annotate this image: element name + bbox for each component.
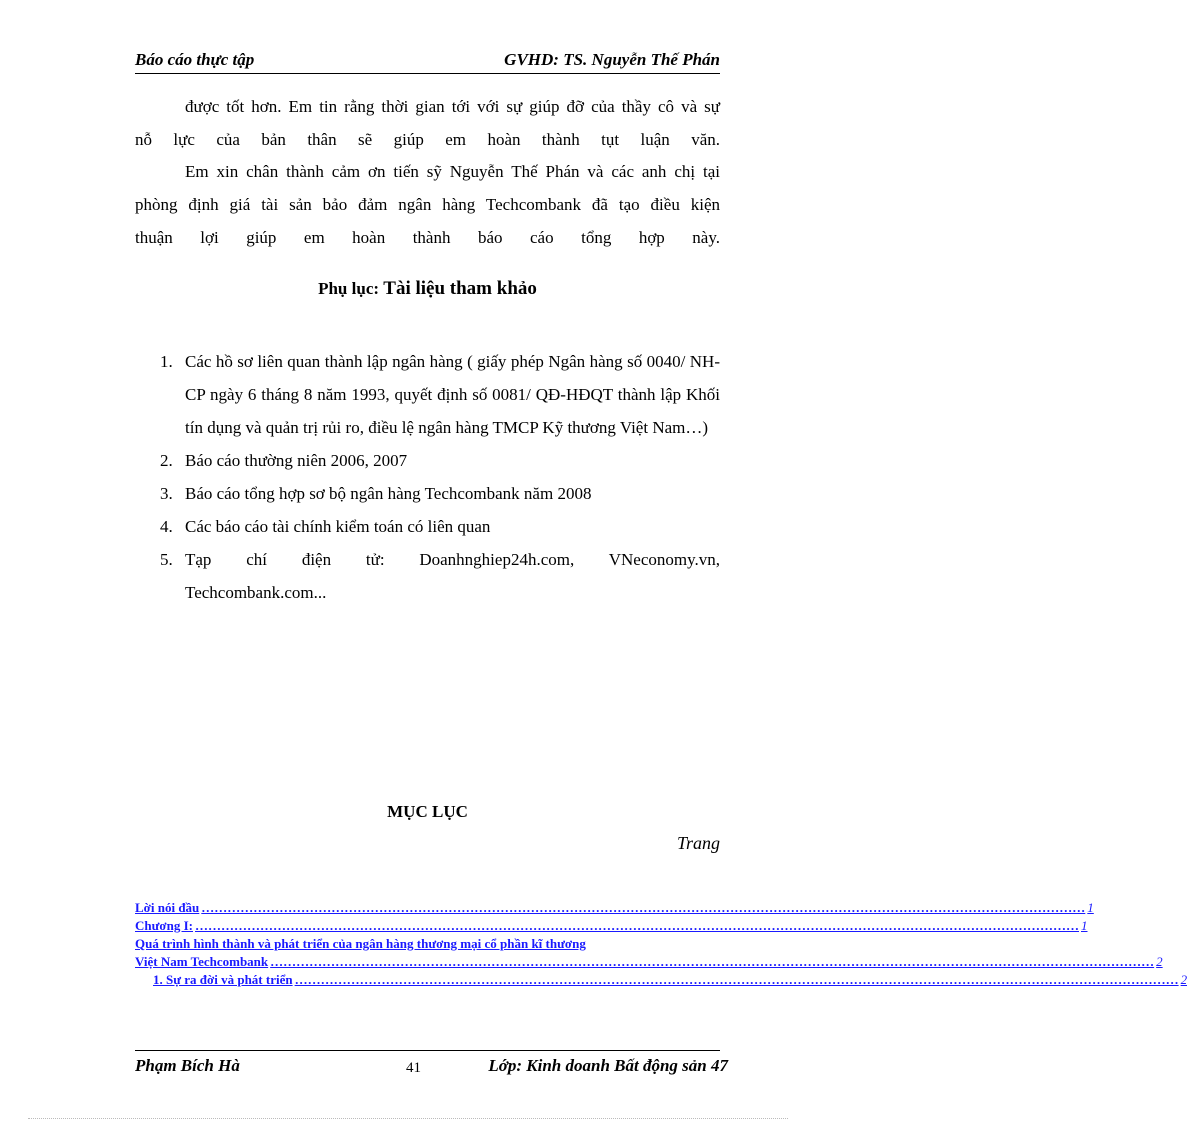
page-bottom-border xyxy=(28,1118,788,1119)
toc-page-label: Trang xyxy=(676,833,720,853)
toc-entry-label[interactable]: Quá trình hình thành và phát triển của ngân hàng thương mại cổ phần kĩ thương xyxy=(135,936,586,951)
paragraph-2-line-2: phòng định giá tài sản bảo đảm ngân hàng Techcombank đã tạo điều kiện xyxy=(135,195,720,214)
reference-item xyxy=(135,543,720,609)
paragraph-1-line-2: nỗ lực của bản thân sẽ giúp em hoàn thành tụt luận văn. xyxy=(135,130,720,149)
reference-text: Các hồ sơ liên quan thành lập ngân hàng ( giấy phép Ngân hàng số 0040/ NH-CP ngày 6 tháng 8 năm 1993, quyết định số 0081/ QĐ-HĐQT thành lập Khối tín dụng và quản trị rủi ro, điều lệ ngân hàng TMCP Kỹ thương Việt Nam…) xyxy=(185,352,720,437)
reference-text-line-2: Techcombank.com... xyxy=(185,583,327,602)
footer-author: Phạm Bích Hà xyxy=(135,1056,240,1075)
reference-text-line-1: Tạp chí điện tử: Doanhnghiep24h.com, VNeconomy.vn, xyxy=(185,550,720,569)
paragraph-1-line-1: được tốt hơn. Em tin rằng thời gian tới với sự giúp đỡ của thầy cô và sự xyxy=(185,97,720,116)
reference-text: Các báo cáo tài chính kiểm toán có liên quan xyxy=(185,517,491,536)
appendix-title-prefix: Phụ lục: xyxy=(318,279,380,298)
toc-entry-chuong-1[interactable] xyxy=(135,918,1088,936)
toc-entry-label[interactable]: Việt Nam Techcombank xyxy=(135,954,269,969)
toc-entry-page[interactable]: 1 xyxy=(1087,900,1094,915)
reference-item xyxy=(135,477,720,510)
appendix-title-main: Tài liệu tham khảo xyxy=(383,278,537,299)
toc-title: MỤC LỤC xyxy=(387,802,468,821)
reference-item xyxy=(135,345,720,444)
toc-leader-dots: …………………………………………………………………………………………………………………………………………………………………………………… xyxy=(201,900,1086,915)
paragraph-2-line-3: thuận lợi giúp em hoàn thành báo cáo tổng hợp này. xyxy=(135,228,720,247)
toc-entry-su-ra-doi[interactable] xyxy=(135,972,1187,990)
paragraph-2-line-1: Em xin chân thành cảm ơn tiến sỹ Nguyễn Thế Phán và các anh chị tại xyxy=(185,162,720,181)
footer-class: Lớp: Kinh doanh Bất động sản 47 xyxy=(488,1056,728,1075)
toc-entry-page[interactable]: 2 xyxy=(1180,972,1187,987)
header-left: Báo cáo thực tập xyxy=(135,50,255,69)
paragraph-2 xyxy=(135,155,720,254)
paragraph-1 xyxy=(135,90,720,156)
footer-rule xyxy=(135,1050,720,1051)
toc-entry-loi-noi-dau[interactable] xyxy=(135,900,1094,918)
toc-entry-qua-trinh[interactable] xyxy=(135,936,720,954)
reference-item xyxy=(135,510,720,543)
header-right: GVHD: TS. Nguyễn Thế Phán xyxy=(504,50,720,69)
reference-number: 3. xyxy=(160,484,173,503)
toc-entry-label[interactable]: 1. Sự ra đời và phát triển xyxy=(153,972,293,987)
toc-entry-viet-nam-techcombank[interactable] xyxy=(135,954,1163,972)
toc-entry-page[interactable]: 1 xyxy=(1081,918,1088,933)
reference-number: 4. xyxy=(160,517,173,536)
page-header xyxy=(135,50,720,72)
reference-list xyxy=(135,345,720,609)
toc-entry-label[interactable]: Chương I: xyxy=(135,918,193,933)
reference-number: 1. xyxy=(160,352,173,371)
reference-text: Báo cáo tổng hợp sơ bộ ngân hàng Techcombank năm 2008 xyxy=(185,484,592,503)
appendix-title xyxy=(135,278,720,300)
table-of-contents xyxy=(135,900,1187,990)
toc-entry-page[interactable]: 2 xyxy=(1156,954,1163,969)
toc-entry-label[interactable]: Lời nói đầu xyxy=(135,900,200,915)
page-number: 41 xyxy=(406,1060,421,1076)
header-rule xyxy=(135,73,720,74)
toc-leader-dots: …………………………………………………………………………………………………………………………………………………………………………………… xyxy=(195,918,1079,933)
reference-item xyxy=(135,444,720,477)
reference-number: 2. xyxy=(160,451,173,470)
toc-leader-dots: …………………………………………………………………………………………………………………………………………………………………………………… xyxy=(294,972,1179,987)
toc-leader-dots: …………………………………………………………………………………………………………………………………………………………………………………… xyxy=(270,954,1155,969)
reference-number: 5. xyxy=(160,550,173,569)
reference-text: Báo cáo thường niên 2006, 2007 xyxy=(185,451,408,470)
